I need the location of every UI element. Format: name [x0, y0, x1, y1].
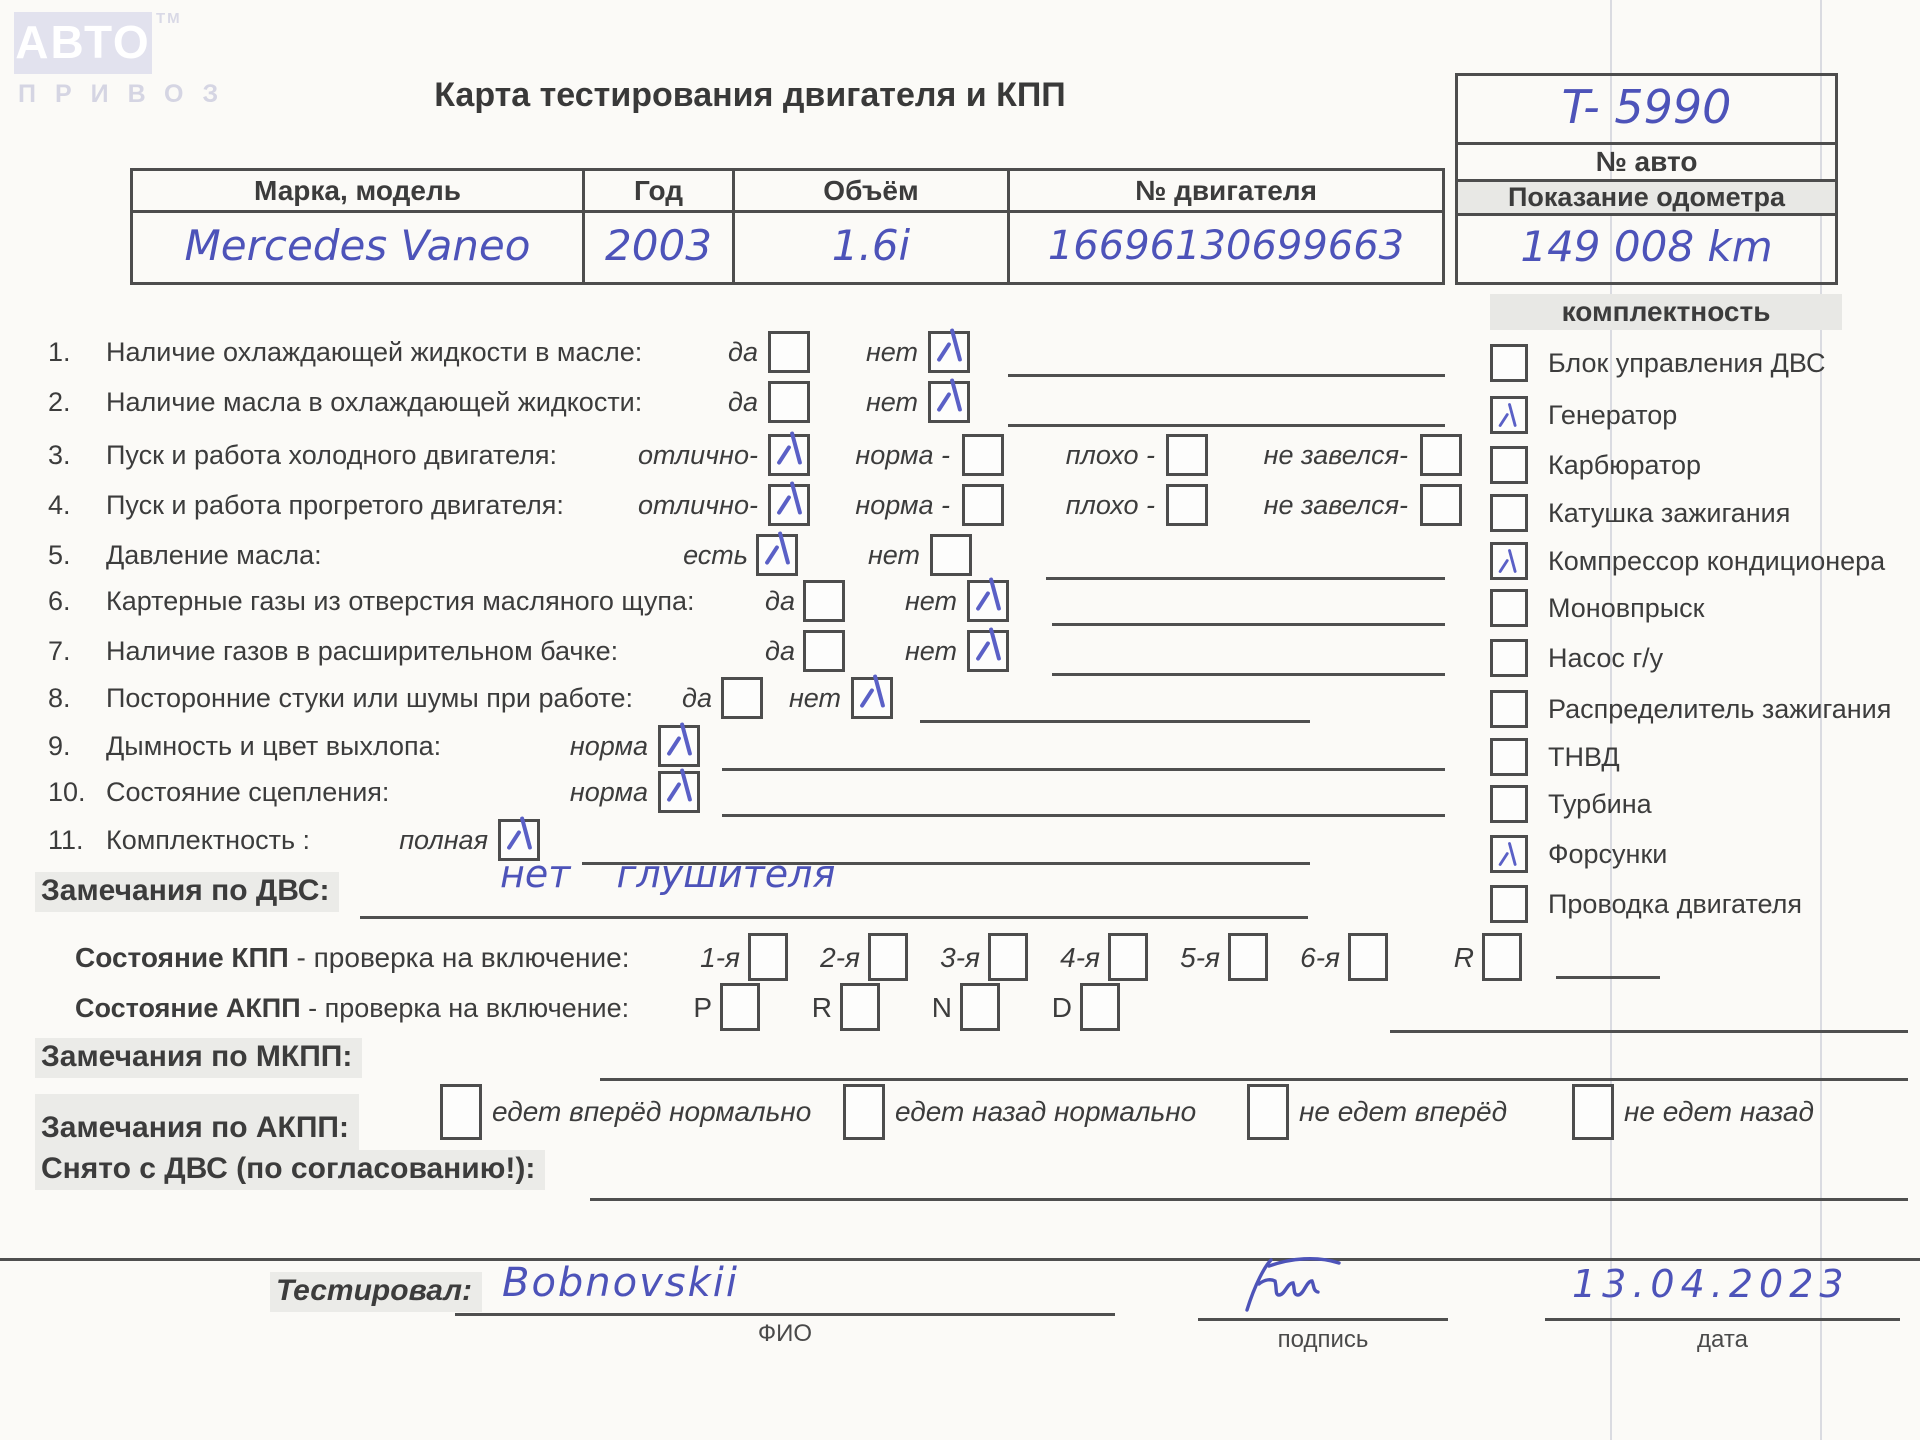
signature-handwriting	[1225, 1254, 1375, 1314]
gear-checkbox[interactable]	[1080, 983, 1120, 1031]
gear-label: 3-я	[940, 942, 980, 973]
logo-brand: АВТО	[15, 16, 151, 68]
checklist-item-3	[0, 432, 1920, 478]
akpp-remark-label: едет вперёд нормально	[492, 1096, 812, 1127]
name-line[interactable]	[455, 1313, 1115, 1316]
option-checkbox[interactable]	[928, 381, 970, 423]
option-checkbox[interactable]	[1166, 434, 1208, 476]
date-handwriting: 13.04.2023	[1572, 1262, 1850, 1306]
engine-remarks-label: Замечания по ДВС:	[35, 872, 339, 912]
gear-label: R	[1453, 942, 1474, 973]
vehicle-header-make: Марка, модель	[130, 168, 585, 213]
date-line[interactable]	[1545, 1318, 1900, 1321]
doc-number-value: T- 5990	[1561, 80, 1732, 134]
gear-label: P	[693, 992, 712, 1023]
item-number: 7.	[48, 636, 71, 666]
option-label: да	[765, 636, 795, 666]
akpp-remark-checkbox[interactable]	[1247, 1084, 1289, 1140]
odometer-header: Показание одометра	[1455, 179, 1838, 216]
trademark-label: TM	[156, 10, 182, 27]
checkmark-icon	[933, 371, 967, 419]
date-caption: дата	[1697, 1326, 1748, 1353]
item-label: Посторонние стуки или шумы при работе:	[106, 683, 633, 713]
name-caption: ФИО	[757, 1320, 813, 1347]
option-checkbox[interactable]	[928, 331, 970, 373]
vehicle-value-make: Mercedes Vaneo	[184, 221, 531, 270]
equipment-label: Генератор	[1548, 400, 1678, 430]
kpp-label-bold: Состояние КПП	[75, 942, 289, 973]
gear-label: R	[811, 992, 832, 1023]
vehicle-value-make-cell	[130, 210, 585, 285]
doc-number-box	[1455, 73, 1838, 285]
option-label: норма -	[855, 440, 950, 470]
odometer-value: 149 008 km	[1520, 222, 1773, 271]
option-label: да	[682, 683, 712, 713]
item-label: Давление масла:	[106, 540, 322, 570]
option-label: нет	[867, 540, 920, 570]
checkmark-icon	[503, 809, 537, 857]
footer	[0, 1262, 1920, 1392]
checklist-item-4	[0, 482, 1920, 528]
item-number: 6.	[48, 586, 71, 616]
avtoprivoz-logo	[14, 12, 152, 74]
signature-caption: подпись	[1277, 1326, 1369, 1353]
option-checkbox[interactable]	[658, 725, 700, 767]
option-checkbox[interactable]	[967, 630, 1009, 672]
gear-label: 6-я	[1300, 942, 1340, 973]
option-label: плохо -	[1065, 490, 1155, 520]
option-label: нет	[865, 387, 918, 417]
option-label: не завелся-	[1263, 440, 1408, 470]
checklist-item-9	[0, 723, 1920, 769]
vehicle-value-engine-no-cell	[1007, 210, 1445, 285]
equipment-label: Форсунки	[1548, 839, 1668, 869]
option-label: норма	[569, 731, 648, 761]
option-label: норма	[569, 777, 648, 807]
option-label: нет	[904, 586, 957, 616]
item-number: 1.	[48, 337, 71, 367]
checkmark-icon	[972, 570, 1006, 618]
item-number: 9.	[48, 731, 71, 761]
option-label: нет	[788, 683, 841, 713]
option-label: не завелся-	[1263, 490, 1408, 520]
vehicle-header-engine-no: № двигателя	[1007, 168, 1445, 213]
equipment-label: Турбина	[1548, 789, 1652, 819]
vehicle-value-year: 2003	[605, 221, 712, 270]
item-label: Состояние сцепления:	[106, 777, 390, 807]
equipment-checkbox[interactable]	[1490, 885, 1528, 923]
checklist-item-11	[0, 817, 1920, 863]
option-checkbox[interactable]	[967, 580, 1009, 622]
vehicle-header-year: Год	[582, 168, 735, 213]
option-checkbox[interactable]	[1166, 484, 1208, 526]
gear-checkbox[interactable]	[1482, 933, 1522, 981]
option-label: полная	[399, 825, 488, 855]
akpp-remark-label: едет назад нормально	[895, 1096, 1197, 1127]
option-label: нет	[904, 636, 957, 666]
option-label: да	[728, 387, 758, 417]
item-label: Наличие масла в охлаждающей жидкости:	[106, 387, 643, 417]
option-label: норма -	[855, 490, 950, 520]
item-label: Пуск и работа холодного двигателя:	[106, 440, 557, 470]
equipment-header: комплектность	[1490, 294, 1842, 330]
vehicle-value-engine-no: 16696130699663	[1047, 223, 1405, 269]
equipment-label: Катушка зажигания	[1548, 498, 1791, 528]
option-checkbox[interactable]	[851, 677, 893, 719]
equipment-label: Блок управления ДВС	[1548, 348, 1826, 378]
mkpp-remarks-label: Замечания по МКПП:	[35, 1038, 362, 1078]
checkmark-icon	[972, 620, 1006, 668]
gear-label: 4-я	[1060, 942, 1100, 973]
checkmark-icon	[663, 761, 697, 809]
vehicle-header-volume: Объём	[732, 168, 1010, 213]
akpp-remarks-label: Замечания по АКПП:	[35, 1094, 359, 1164]
signature-line[interactable]	[1198, 1318, 1448, 1321]
checklist-item-1	[0, 329, 1920, 375]
item-label: Пуск и работа прогретого двигателя:	[106, 490, 564, 520]
write-in-line[interactable]	[1008, 424, 1445, 427]
item-number: 8.	[48, 683, 71, 713]
gear-label: D	[1051, 992, 1072, 1023]
equipment-label: Моновпрыск	[1548, 593, 1705, 623]
option-checkbox[interactable]	[930, 534, 972, 576]
section-divider	[0, 1258, 1920, 1261]
option-label: да	[728, 337, 758, 367]
option-checkbox[interactable]	[1420, 434, 1462, 476]
vehicle-value-volume: 1.6i	[831, 221, 911, 270]
write-in-line[interactable]	[360, 916, 1308, 919]
equipment-label: Карбюратор	[1548, 450, 1702, 480]
item-label: Дымность и цвет выхлопа:	[106, 731, 442, 761]
gear-label: N	[931, 992, 952, 1023]
checklist-item-7	[0, 628, 1920, 674]
item-number: 10.	[48, 777, 86, 807]
item-number: 4.	[48, 490, 71, 520]
vehicle-table	[130, 168, 1445, 285]
akpp-remark-label: не едет назад	[1624, 1096, 1814, 1127]
kpp-check-row	[0, 930, 1920, 986]
checklist-item-6	[0, 578, 1920, 624]
engine-remarks-value: нет глушителя	[500, 852, 836, 896]
option-label: плохо -	[1065, 440, 1155, 470]
option-checkbox[interactable]	[1420, 484, 1462, 526]
equipment-label: Насос г/у	[1548, 643, 1664, 673]
equipment-label: Компрессор кондиционера	[1548, 546, 1886, 576]
item-number: 5.	[48, 540, 71, 570]
equipment-label: ТНВД	[1548, 742, 1620, 772]
equipment-label: Проводка двигателя	[1548, 889, 1802, 919]
item-number: 3.	[48, 440, 71, 470]
gear-label: 5-я	[1180, 942, 1220, 973]
write-in-line[interactable]	[1390, 1030, 1908, 1033]
checkmark-icon	[856, 667, 890, 715]
kpp-label-rest: - проверка на включение:	[288, 942, 630, 973]
vehicle-value-year-cell	[582, 210, 735, 285]
item-label: Комплектность :	[106, 825, 311, 855]
akpp-label	[75, 980, 629, 1036]
option-label: да	[765, 586, 795, 616]
page-title: Карта тестирования двигателя и КПП	[434, 76, 1066, 114]
doc-number-cell	[1455, 73, 1838, 145]
write-in-line[interactable]	[1052, 623, 1445, 626]
write-in-line[interactable]	[1556, 976, 1660, 979]
option-label: отлично-	[638, 490, 758, 520]
item-label: Картерные газы из отверстия масляного щупа:	[106, 586, 695, 616]
item-label: Наличие охлаждающей жидкости в масле:	[106, 337, 643, 367]
akpp-remark-label: не едет вперёд	[1299, 1096, 1508, 1127]
gear-label: 1-я	[700, 942, 740, 973]
akpp-check-row	[0, 980, 1920, 1036]
checkmark-icon	[933, 321, 967, 369]
item-label: Наличие газов в расширительном бачке:	[106, 636, 619, 666]
akpp-remark-checkbox[interactable]	[440, 1084, 482, 1140]
logo-subtitle: ПРИВОЗ	[18, 80, 238, 108]
kpp-label	[75, 930, 629, 986]
equipment-row	[1490, 882, 1920, 926]
option-label: отлично-	[638, 440, 758, 470]
option-checkbox[interactable]	[658, 771, 700, 813]
akpp-label-bold: Состояние АКПП	[75, 993, 301, 1023]
akpp-remarks-row	[0, 1080, 1920, 1144]
option-label: есть	[683, 540, 748, 570]
checklist-item-5	[0, 532, 1920, 578]
write-in-line[interactable]	[1008, 374, 1445, 377]
tested-by-label: Тестировал:	[270, 1272, 482, 1312]
doc-number-label: № авто	[1455, 142, 1838, 182]
checklist-item-8	[0, 675, 1920, 721]
checkmark-icon	[663, 715, 697, 763]
akpp-remark-checkbox[interactable]	[843, 1084, 885, 1140]
tester-name-handwriting: Bobnovskii	[502, 1260, 740, 1306]
write-in-line[interactable]	[590, 1198, 1908, 1201]
akpp-label-rest: - проверка на включение:	[300, 993, 630, 1023]
vehicle-value-volume-cell	[732, 210, 1010, 285]
akpp-remark-checkbox[interactable]	[1572, 1084, 1614, 1140]
odometer-cell	[1455, 213, 1838, 285]
item-number: 2.	[48, 387, 71, 417]
checklist-item-10	[0, 769, 1920, 815]
removed-label: Снято с ДВС (по согласованию!):	[35, 1150, 545, 1190]
equipment-label: Распределитель зажигания	[1548, 694, 1892, 724]
gear-label: 2-я	[820, 942, 860, 973]
option-label: нет	[865, 337, 918, 367]
checklist-item-2	[0, 379, 1920, 425]
item-number: 11.	[48, 825, 84, 855]
